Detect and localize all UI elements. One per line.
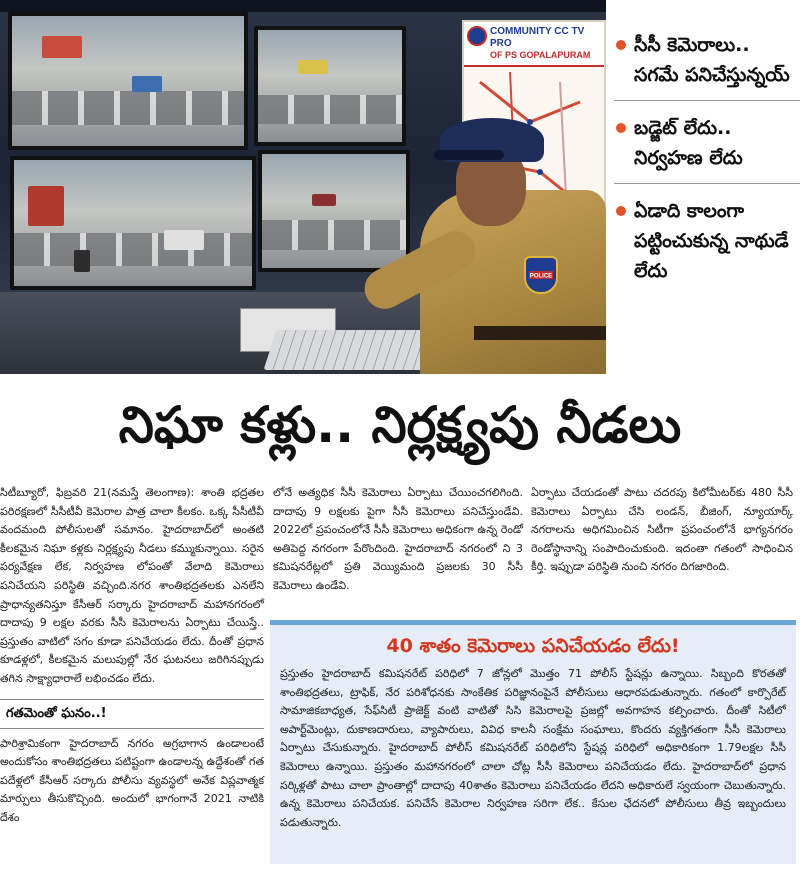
article-paragraph: సిటీబ్యూరో, ఫిబ్రవరి 21(నమస్తే తెలంగాణ): శాంతి భద్రతల పరిరక్షణలో సీసీటీవీ కెమెరాల పాత్ర చాలా కీలకం. ఒక్క సీసీటీవీ వందమంది పోలీసులతో సమానం. హైదరాబాద్‌లో అంతటి కీలకమైన నిఘా కళ్లకు నిర్లక్ష్యపు నీడలు కమ్ముకున్నాయి. సరైన పర్యవేక్షణ లేక, నిర్వహణ లోపంతో వేలాది కెమెరాలు పనిచేయని పరిస్థితి వచ్చింది.నగర శాంతిభద్రతలకు ఎనలేని ప్రాధాన్యతనిస్తూ కేసీఆర్ సర్కారు హైదరాబాద్ మహానగరంలో దాదాపు 9 లక్షల వరకు సీసీ కెమెరాలను ఏర్పాటు చేయిస్తే.. ప్రస్తుతం వాటిలో సగం కూడా పనిచేయడం లేదు. దీంతో ప్రధాన కూడళ్లలో, కీలకమైన మలుపుల్లో నేర ఘటనలు జరిగినప్పుడు తగిన సాక్ష్యాధారాలే లభించడం లేదు. bbox=[0, 486, 264, 685]
box-text: ప్రస్తుతం హైదరాబాద్ కమిషనరేట్ పరిధిలో 7 జోన్లలో మొత్తం 71 పోలీస్ స్టేషన్లు ఉన్నాయి. సిబ్బంది కొరతతో శాంతిభద్రతలు, ట్రాఫిక్, నేర పరిశోధనకు సాంకేతిక పరిజ్ఞానంపైనే పోలీసులు ఆధారపడుతున్నారు. గతంలో కార్పొరేట్ సామాజికబాధ్యత, సేఫ్‌సిటీ ప్రాజెక్ట్ వంటి వాటితో సిసి కెమెరాలపై ప్రజల్లో అవగాహన కల్పించారు. దీంతో సిటీలో అపార్ట్‌మెంట్లు, దుకాణదారులు, వ్యాపారులు, వివిధ కాలనీ సంక్షేమ సంఘాలు, కొందరు వ్యక్తిగతంగా సీసీ కెమెరాలు ఏర్పాటు చేసుకున్నారు. హైదరాబాద్ పోలీస్ కమిషనరేట్ పరిధిలోని స్టేషన్ల పరిధిలో అధికారికంగా 1.79లక్షల సీసీ కెమెరాలు ఉన్నాయి. ప్రస్తుతం మహానగరంలో చాలా చోట్ల సీసీ కెమెరాలు పనిచేయడం లేదు. హైదరాబాద్‌లో ప్రధాన సర్కిళ్లతో పాటు చాలా ప్రాంతాల్లో దాదాపు 40శాతం కెమెరాలు పనిచేయడం లేదని అధికారులే స్వయంగా చెబుతున్నారు. ఉన్న కెమెరాలు పనిచేయక. పనిచేసే కెమెరాల నిర్వహణ సరిగా లేక.. కేసుల ఛేదనలో పోలీసులు తీవ్ర ఇబ్బందులు పడుతున్నారు. bbox=[280, 667, 786, 829]
bullet-text: సీసీ కెమెరాలు.. సగమే పనిచేస్తున్నయ్ bbox=[634, 34, 790, 86]
bullet-dot-icon bbox=[616, 206, 626, 216]
police-logo-icon bbox=[467, 26, 487, 46]
article-paragraph: ఏర్పాటు చేయడంతో పాటు చదరపు కిలోమీటర్‌కు 480 సీసీ కెమెరాలు ఏర్పాటు చేసి లండన్, బీజింగ్, న్యూయార్క్ నగరాలను అధిగమించిన సిటీగా ప్రపంచంలోనే భాగ్యనగరం రెండోస్థానాన్ని సంపాదించుకుంది. ఇదంతా గతంలో సాధించిన కీర్తి. ఇప్పుడా పరిస్థితి నుంచి నగరం దిగజారింది. bbox=[531, 486, 793, 574]
badge-emblem bbox=[526, 258, 556, 292]
news-photo bbox=[0, 0, 606, 374]
ceiling bbox=[0, 0, 606, 12]
cctv-monitor bbox=[258, 150, 410, 272]
article-column-1 bbox=[0, 484, 264, 828]
officer-belt bbox=[474, 326, 606, 340]
bullet-item bbox=[614, 30, 800, 101]
bullet-dot-icon bbox=[616, 123, 626, 133]
officer-cap-brim bbox=[434, 150, 504, 160]
police-badge bbox=[524, 256, 558, 294]
cctv-monitor bbox=[10, 156, 256, 290]
box-title: 40 శాతం కెమెరాలు పనిచేయడం లేదు! bbox=[386, 635, 680, 657]
side-bullet-list bbox=[606, 0, 800, 374]
cctv-monitor bbox=[254, 26, 406, 146]
map-header bbox=[464, 22, 604, 67]
headline: నిఘా కళ్లు.. నిర్లక్ష్యపు నీడలు bbox=[118, 396, 682, 454]
map-title: COMMUNITY CC TV PRO bbox=[490, 26, 585, 49]
bullet-text: బడ్జెట్ లేదు.. నిర్వహణ లేదు bbox=[634, 117, 743, 169]
badge-text: POLICE bbox=[529, 273, 553, 280]
article-column-2 bbox=[273, 484, 523, 596]
subheading: గతమెంతో ఘనం..! bbox=[6, 705, 107, 721]
cctv-monitor bbox=[8, 12, 248, 150]
bullet-dot-icon bbox=[616, 40, 626, 50]
article-paragraph: లోనే అత్యధిక సీసీ కెమెరాలు ఏర్పాటు చేయించగలిగింది. దాదాపు 9 లక్షలకు పైగా సీసీ కెమెరాలు పనిచేస్తుండేవి. 2022లో ప్రపంచంలోనే సీసీ కెమెరాలు అధికంగా ఉన్న రెండో అతిపెద్ద నగరంగా పేరొందింది. హైదరాబాద్ నగరంలో ని 3 కమిషనరేట్లలో ప్రతి వెయ్యిమంది ప్రజలకు 30 సీసీ కెమెరాలు ఉండేవి. bbox=[273, 486, 523, 592]
map-subtitle: OF PS GOPALAPURAM bbox=[490, 50, 591, 60]
bullet-item bbox=[614, 196, 800, 296]
highlight-box bbox=[270, 620, 796, 864]
subhead-box bbox=[0, 699, 264, 729]
article-paragraph: పారిశ్రామికంగా హైదరాబాద్ నగరం అగ్రభాగాన ఉండాలంటే అందుకోసం శాంతిభద్రతలు పటిష్టంగా ఉండాలన్న ఉద్దేశంతో గత పదేళ్లలో కేసీఆర్ సర్కారు పోలీసు వ్యవస్థలో అనేక విప్లవాత్మక మార్పులు తీసుకొచ్చింది. అందులో భాగంగానే 2021 నాటికి దేశం bbox=[0, 736, 264, 824]
bullet-text: ఏడాది కాలంగా పట్టించుకున్న నాథుడే లేదు bbox=[634, 200, 789, 282]
article-column-3 bbox=[531, 484, 793, 577]
bullet-item bbox=[614, 113, 800, 184]
